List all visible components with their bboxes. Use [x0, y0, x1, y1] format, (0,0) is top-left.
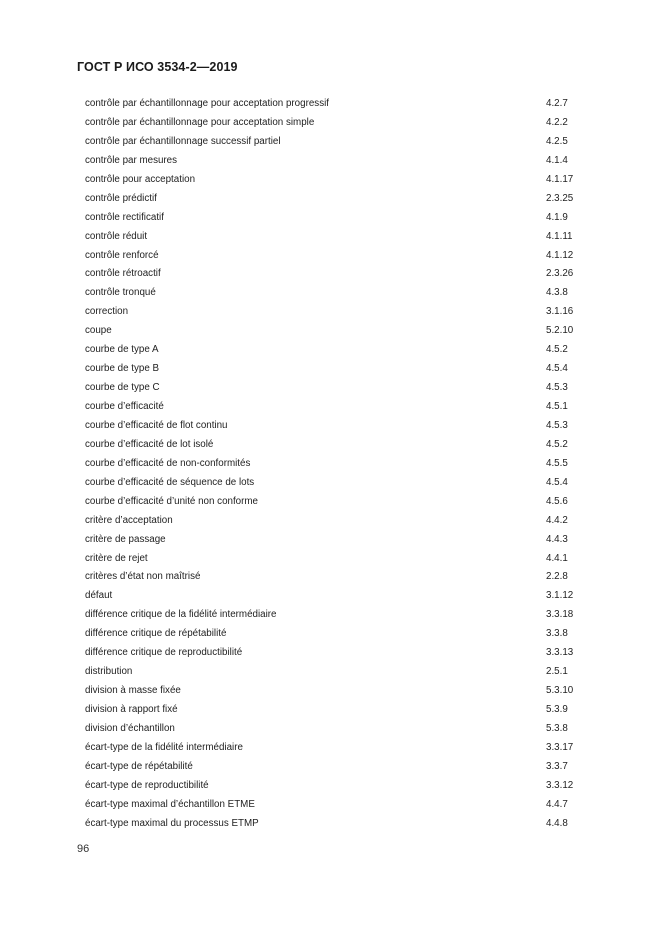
index-entry-term: courbe d’efficacité — [85, 401, 164, 412]
page-header-title: ГОСТ Р ИСО 3534-2—2019 — [77, 60, 238, 74]
index-entry — [0, 209, 661, 228]
index-entry-term: courbe de type A — [85, 344, 159, 356]
index-entry-term: contrôle par échantillonnage pour acceptation simple — [85, 116, 315, 128]
index-entry-reference: 4.2.5 — [546, 135, 568, 147]
index-entry-term: écart-type de reproductibilité — [85, 779, 209, 791]
index-entry — [0, 398, 661, 417]
index-entry — [0, 284, 661, 303]
index-entry-reference: 4.5.4 — [546, 476, 568, 488]
index-entry-reference: 4.4.7 — [546, 798, 568, 810]
index-entry-reference: 3.3.13 — [546, 647, 574, 659]
index-entry-reference: 3.3.7 — [546, 760, 568, 772]
index-entry-term: courbe d’efficacité de séquence de lots — [85, 476, 255, 488]
index-list — [0, 95, 661, 834]
index-entry-reference: 2.3.26 — [546, 268, 574, 280]
index-entry — [0, 265, 661, 284]
index-entry-reference: 4.5.5 — [546, 457, 568, 469]
index-entry-reference: 4.2.2 — [546, 116, 568, 128]
index-entry-reference: 4.4.3 — [546, 533, 568, 545]
index-entry-term: écart-type de répétabilité — [85, 760, 193, 772]
index-entry-reference: 4.5.3 — [546, 419, 568, 431]
index-entry-term: distribution — [85, 666, 133, 678]
index-entry — [0, 606, 661, 625]
index-entry-term: contrôle prédictif — [85, 192, 157, 204]
index-entry-term: différence critique de répétabilité — [85, 628, 227, 640]
index-entry-reference: 4.4.8 — [546, 817, 568, 829]
index-entry — [0, 228, 661, 247]
index-entry — [0, 322, 661, 341]
index-entry-term: contrôle pour acceptation — [85, 173, 196, 185]
index-entry — [0, 568, 661, 587]
index-entry-term: courbe d’efficacité de lot isolé — [85, 438, 214, 450]
index-entry-term: coupe — [85, 325, 112, 337]
index-entry-term: écart-type maximal d’échantillon ETME — [85, 798, 255, 810]
index-entry-term: courbe d’efficacité de non-conformités — [85, 457, 251, 469]
index-entry — [0, 455, 661, 474]
index-entry-reference: 5.3.8 — [546, 722, 568, 734]
index-entry — [0, 436, 661, 455]
index-entry-term: contrôle par échantillonnage successif partiel — [85, 135, 281, 147]
index-entry-reference: 2.2.8 — [546, 571, 568, 583]
index-entry — [0, 720, 661, 739]
index-entry-term: courbe d’efficacité de flot continu — [85, 419, 228, 431]
index-entry — [0, 682, 661, 701]
index-entry-reference: 4.5.6 — [546, 495, 568, 507]
index-entry — [0, 247, 661, 266]
index-entry — [0, 777, 661, 796]
index-entry — [0, 341, 661, 360]
index-entry-reference: 3.3.8 — [546, 628, 568, 640]
index-entry — [0, 663, 661, 682]
index-entry-term: division d’échantillon — [85, 722, 175, 734]
index-entry-term: correction — [85, 306, 129, 318]
index-entry-term: contrôle par mesures — [85, 154, 178, 166]
index-entry-reference: 2.5.1 — [546, 666, 568, 678]
index-entry — [0, 190, 661, 209]
index-entry — [0, 550, 661, 569]
index-entry-reference: 4.1.17 — [546, 173, 574, 185]
index-entry-reference: 4.3.8 — [546, 287, 568, 299]
index-entry-reference: 3.3.12 — [546, 779, 574, 791]
index-entry-term: critère de passage — [85, 533, 166, 545]
index-entry — [0, 95, 661, 114]
index-entry-reference: 4.1.11 — [546, 230, 573, 242]
index-entry-term: défaut — [85, 590, 113, 602]
index-entry-reference: 2.3.25 — [546, 192, 574, 204]
index-entry-term: courbe de type B — [85, 363, 160, 375]
index-entry-term: critère d’acceptation — [85, 514, 173, 526]
index-entry-term: critères d’état non maîtrisé — [85, 571, 201, 583]
index-entry-reference: 3.3.18 — [546, 609, 574, 621]
index-entry-reference: 5.3.10 — [546, 685, 574, 697]
index-entry-reference: 3.1.16 — [546, 306, 574, 318]
index-entry-reference: 3.1.12 — [546, 590, 574, 602]
index-entry-reference: 4.1.12 — [546, 249, 574, 261]
index-entry-reference: 4.4.2 — [546, 514, 568, 526]
index-entry-reference: 5.3.9 — [546, 704, 568, 715]
index-entry-term: écart-type de la fidélité intermédiaire — [85, 741, 243, 753]
index-entry — [0, 796, 661, 815]
index-entry-reference: 3.3.17 — [546, 741, 574, 753]
index-entry — [0, 815, 661, 834]
index-entry-reference: 4.5.1 — [546, 401, 568, 412]
index-entry-reference: 4.5.2 — [546, 438, 568, 450]
index-entry-reference: 4.5.2 — [546, 344, 568, 356]
index-entry-reference: 4.1.4 — [546, 154, 568, 166]
index-entry-reference: 4.1.9 — [546, 211, 568, 223]
index-entry-term: contrôle par échantillonnage pour acceptation progressif — [85, 98, 329, 109]
index-entry — [0, 474, 661, 493]
index-entry-term: contrôle rectificatif — [85, 211, 164, 223]
index-entry-term: écart-type maximal du processus ETMP — [85, 817, 259, 829]
index-entry — [0, 758, 661, 777]
index-entry-term: courbe d’efficacité d’unité non conforme — [85, 495, 259, 507]
index-entry — [0, 133, 661, 152]
index-entry-term: critère de rejet — [85, 552, 148, 564]
index-entry — [0, 152, 661, 171]
index-entry-reference: 4.5.4 — [546, 363, 568, 375]
index-entry-term: différence critique de reproductibilité — [85, 647, 243, 659]
index-entry — [0, 512, 661, 531]
index-entry — [0, 417, 661, 436]
index-entry-term: contrôle renforcé — [85, 249, 159, 261]
index-entry-term: contrôle rétroactif — [85, 268, 161, 280]
index-entry-reference: 5.2.10 — [546, 325, 574, 337]
index-entry — [0, 114, 661, 133]
index-entry-term: division à rapport fixé — [85, 704, 178, 715]
index-entry — [0, 171, 661, 190]
index-entry — [0, 360, 661, 379]
index-entry — [0, 625, 661, 644]
index-entry — [0, 739, 661, 758]
index-entry — [0, 701, 661, 720]
index-entry — [0, 379, 661, 398]
index-entry — [0, 587, 661, 606]
index-entry — [0, 493, 661, 512]
index-entry-term: division à masse fixée — [85, 685, 181, 697]
index-entry-term: courbe de type C — [85, 382, 160, 394]
index-entry — [0, 644, 661, 663]
index-entry — [0, 531, 661, 550]
index-entry-reference: 4.2.7 — [546, 98, 568, 109]
page-number: 96 — [77, 843, 90, 855]
index-entry-reference: 4.5.3 — [546, 382, 568, 394]
index-entry-term: contrôle tronqué — [85, 287, 156, 299]
index-entry-reference: 4.4.1 — [546, 552, 568, 564]
index-entry-term: contrôle réduit — [85, 230, 148, 242]
index-entry — [0, 303, 661, 322]
index-entry-term: différence critique de la fidélité intermédiaire — [85, 609, 277, 621]
